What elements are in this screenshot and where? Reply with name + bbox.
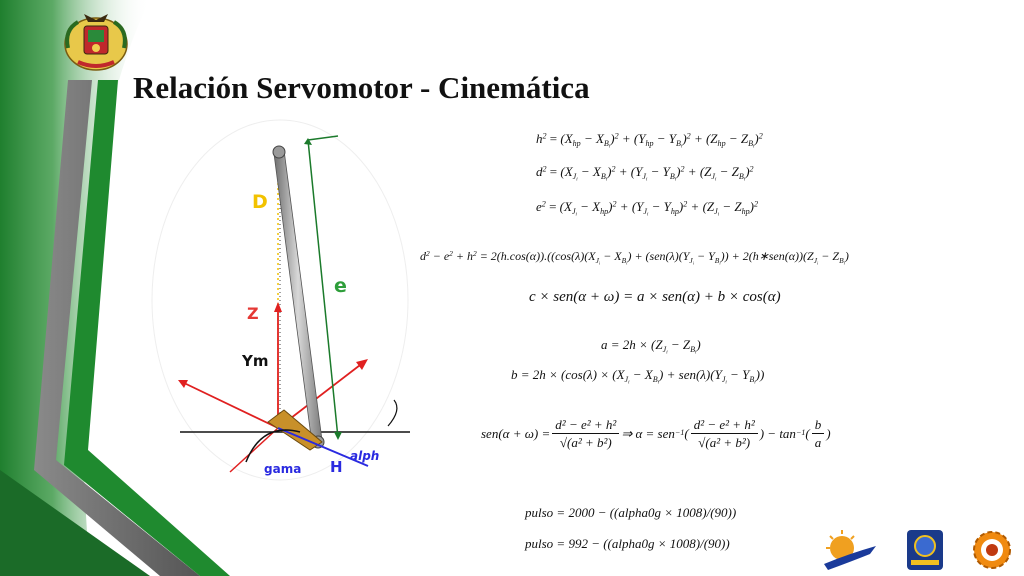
label-e: e [334,275,347,297]
sun-swoosh-logo [820,528,878,574]
fraction-b-over-a: $\frac{b}{a}$ [812,418,825,449]
equation-b: $b = 2h \times (\cos(\lambda) \times (X_{J_i} - X_{B_i}) + sen(\lambda)(Y_{J_i} - Y_{B_i}))$ [511,367,765,386]
kinematics-diagram [150,110,415,485]
equation-c-sen: c × sen(α + ω) = a × sen(α) + b × cos(α) [529,289,781,305]
label-ym: Ym [242,352,269,370]
label-z: Z [247,304,259,323]
university-crest-logo [60,8,132,74]
equation-a: $a = 2h \times (Z_{J_i} - Z_{B_i})$ [601,337,701,356]
equation-h-squared: $h^2 = (X_{hp} - X_{B_i})^2 + (Y_{hp} - Y_{B_i})^2 + (Z_{hp} - Z_{B_i})^2$ [536,131,763,150]
top-joint [273,146,285,158]
equation-d-squared: $d^2 = (X_{J_i} - X_{B_i})^2 + (Y_{J_i} - Y_{B_i})^2 + (Z_{J_i} - Z_{B_i})^2$ [536,164,754,183]
equation-alpha: sen(α + ω) = $\frac{\text{d² − e² + h²}}{\text{√(a² + b²)}}$ ⇒ α = sen −1 ( $\frac{\text{d² − e² + h²}}{\text{√(a² + b²)}}$ ) − tan −1 ( $\frac{b}{a}$ ) [481,417,831,450]
label-gama: gama [264,462,302,476]
fraction-main: $\frac{\text{d² − e² + h²}}{\text{√(a² + b²)}}$ [552,418,619,449]
equation-combined: $d^2 - e^2 + h^2 = 2(h.\cos(\alpha)).((\cos(\lambda)(X_{J_i} - X_{B_i}) + (sen(\lambda)(Y_{J_i} - Y_{B_i}))$ + $2(h∗sen(\alpha))(Z_{J_i} - Z_{B_i})$ [420,249,849,266]
equation-e-squared: $e^2 = (X_{J_i} - X_{hp})^2 + (Y_{J_i} - Y_{hp})^2 + (Z_{J_i} - Z_{hp})^2$ [536,199,759,218]
slide-title: Relación Servomotor - Cinemática [133,70,590,105]
label-alpha: alph [350,449,380,463]
fraction-inverse: $\frac{\text{d² − e² + h²}}{\text{√(a² + b²)}}$ [691,418,758,449]
equation-pulso-1: pulso = 2000 − ((alpha0g × 1008)/(90)) [525,505,737,520]
mecatronica-logo [905,528,945,572]
label-d: D [252,191,268,213]
alpha-arc [388,400,397,426]
equation-pulso-2: pulso = 992 − ((alpha0g × 1008)/(90)) [525,536,730,551]
gear-logo [970,528,1014,572]
label-h: H [330,458,343,476]
